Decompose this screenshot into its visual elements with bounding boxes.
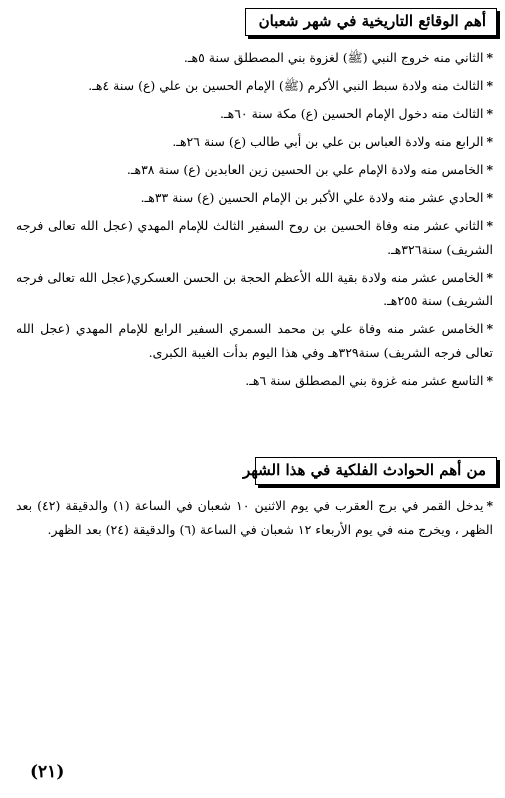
section-heading-astronomical-events: من أهم الحوادث الفلكية في هذا الشهر	[255, 457, 497, 485]
bullet-star: *	[486, 218, 493, 233]
bullet-star: *	[486, 134, 493, 149]
bullet-star: *	[486, 106, 493, 121]
bullet-star: *	[486, 190, 493, 205]
list-item	[16, 102, 493, 126]
list-item	[16, 186, 493, 210]
bullet-star: *	[486, 50, 493, 65]
item-text: يدخل القمر في برج العقرب في يوم الاثنين ١٠ شعبان في الساعة (١) والدقيقة (٤٢) بعد الظهر ، ويخرج منه في يوم الأربعاء ١٢ شعبان في الساعة (٦) والدقيقة (٢٤) بعد الظهر.	[16, 498, 493, 537]
item-text: الخامس عشر منه وفاة علي بن محمد السمري السفير الرابع للإمام المهدي (عجل الله تعالى فرجه الشريف) سنة٣٢٩هـ وفي هذا اليوم بدأت الغيبة الكبرى.	[16, 321, 493, 360]
item-text: الثاني منه خروج النبي (ﷺ) لغزوة بني المصطلق سنة ٥هـ.	[183, 50, 484, 65]
bullet-star: *	[486, 162, 493, 177]
item-text: التاسع عشر منه غزوة بني المصطلق سنة ٦هـ.	[245, 372, 484, 388]
section-heading-historical-events: أهم الوقائع التاريخية في شهر شعبان	[245, 8, 497, 36]
bullet-star: *	[486, 498, 493, 513]
bullet-star: *	[486, 269, 493, 285]
list-item	[16, 317, 493, 364]
item-text: الثاني عشر منه وفاة الحسين بن روح السفير الثالث للإمام المهدي (عجل الله تعالى فرجه الشريف) سنة٣٢٦هـ.	[16, 218, 493, 257]
list-item	[16, 494, 493, 541]
list-item	[16, 74, 493, 98]
item-text: الخامس منه ولادة الإمام علي بن الحسين زين العابدين (ع) سنة ٣٨هـ.	[126, 162, 484, 177]
item-text: الخامس عشر منه ولادة بقية الله الأعظم الحجة بن الحسن العسكري(عجل الله تعالى فرجه الشريف) سنة ٢٥٥هـ.	[16, 269, 493, 308]
item-text: الثالث منه دخول الإمام الحسين (ع) مكة سنة ٦٠هـ.	[219, 106, 484, 121]
item-text: الرابع منه ولادة العباس بن علي بن أبي طالب (ع) سنة ٢٦هـ.	[172, 134, 484, 149]
item-text: الثالث منه ولادة سبط النبي الأكرم (ﷺ) الإمام الحسين بن علي (ع) سنة ٤هـ.	[88, 78, 484, 93]
page-number: (٢١)	[30, 762, 65, 782]
item-text: الحادي عشر منه ولادة علي الأكبر بن الإمام الحسين (ع) سنة ٣٣هـ.	[140, 190, 484, 205]
bullet-star: *	[486, 321, 493, 336]
list-item	[16, 369, 493, 393]
list-item	[16, 266, 493, 313]
list-item	[16, 214, 493, 261]
bullet-star: *	[486, 78, 493, 93]
list-item	[16, 158, 493, 182]
astronomical-events-list	[16, 494, 493, 546]
list-item	[16, 130, 493, 154]
bullet-star: *	[486, 372, 493, 388]
historical-events-list	[16, 46, 493, 397]
list-item	[16, 46, 493, 70]
